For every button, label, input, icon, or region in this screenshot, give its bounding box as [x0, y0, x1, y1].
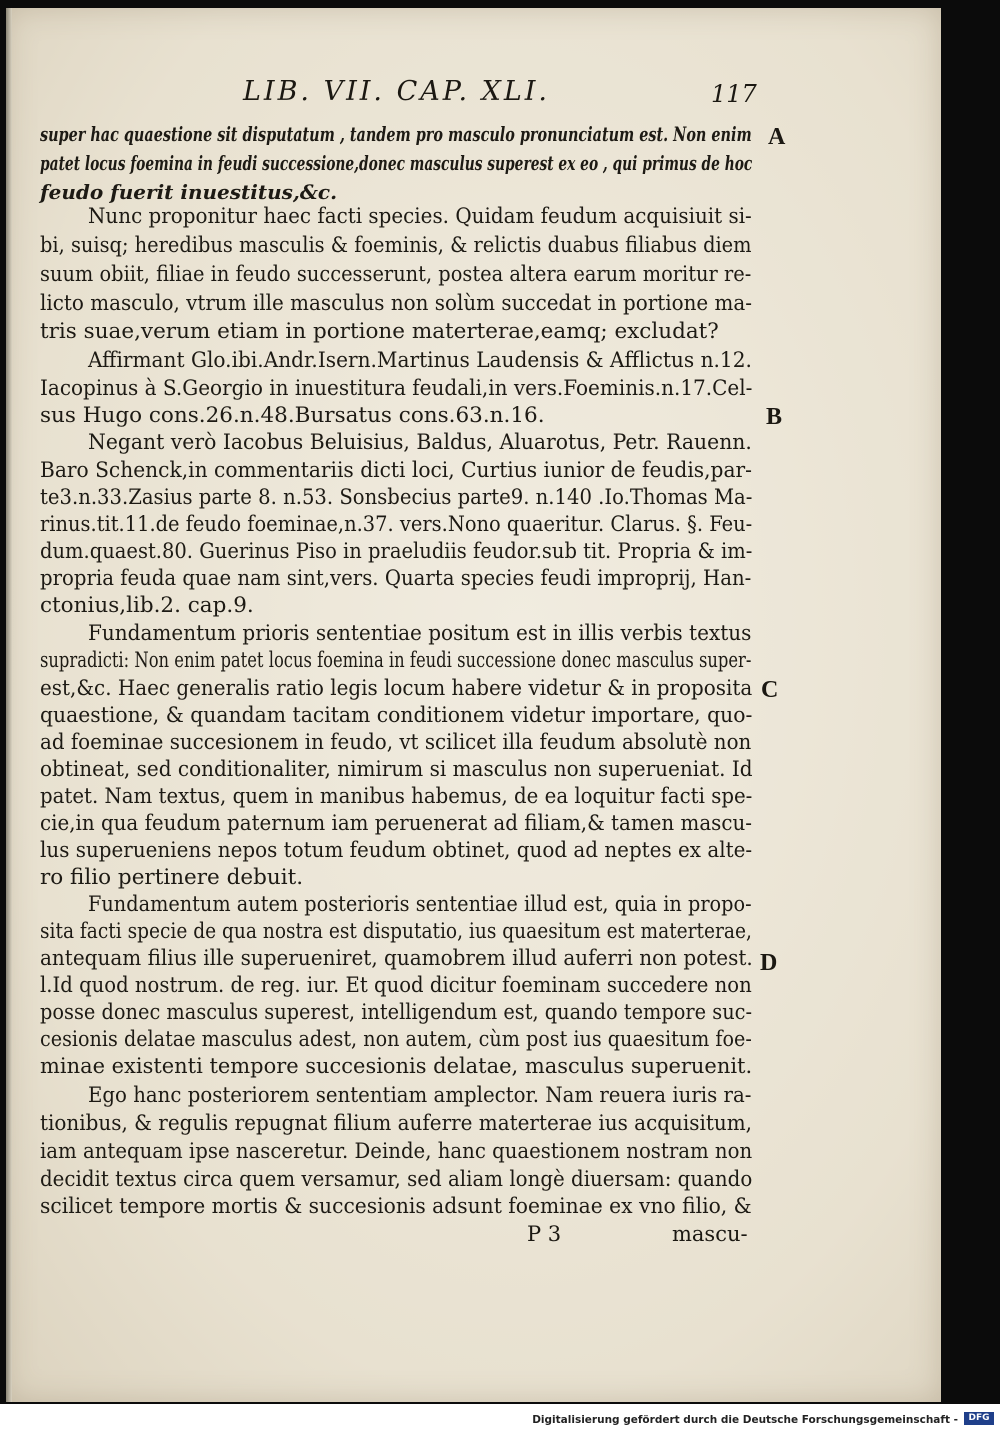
margin-letter-d: D [760, 950, 778, 976]
text-line: dum.quaest.80. Guerinus Piso in praeludiis feudor.sub tit. Propria & im- [40, 539, 753, 564]
text-line: obtineat, sed conditionaliter, nimirum si masculus non superueniat. Id [40, 757, 753, 782]
text-line: Ego hanc posteriorem sententiam amplector. Nam reuera iuris ra- [88, 1083, 752, 1108]
text-line: te3.n.33.Zasius parte 8. n.53. Sonsbecius parte9. n.140 .Io.Thomas Ma- [40, 485, 753, 510]
text-line: est,&c. Haec generalis ratio legis locum habere videtur & in proposita [40, 676, 753, 701]
text-line: Negant verò Iacobus Beluisius, Baldus, Aluarotus, Petr. Rauenn. [88, 430, 752, 455]
text-line: cie,in qua feudum paternum iam peruenerat ad filiam,& tamen mascu- [40, 811, 752, 836]
text-line: patet locus foemina in feudi successione,donec masculus superest ex eo , qui primus de hoc [40, 151, 753, 175]
dfg-logo: DFG [964, 1412, 994, 1425]
page-number: 117 [711, 80, 757, 108]
text-line: Iacopinus à S.Georgio in inuestitura feudali,in vers.Foeminis.n.17.Cel- [40, 376, 753, 401]
text-line: Baro Schenck,in commentariis dicti loci, Curtius iunior de feudis,par- [40, 458, 752, 483]
text-line: Affirmant Glo.ibi.Andr.Isern.Martinus Laudensis & Afflictus n.12. [88, 348, 752, 373]
text-line: tris suae,verum etiam in portione materterae,eamq; excludat? [40, 319, 719, 344]
signature-mark: P 3 [527, 1222, 562, 1246]
text-line: feudo fuerit inuestitus,&c. [40, 180, 338, 204]
text-line: Fundamentum autem posterioris sententiae illud est, quia in propo- [88, 892, 752, 917]
margin-letter-c: C [761, 677, 779, 703]
funding-notice: Digitalisierung gefördert durch die Deutsche Forschungsgemeinschaft - [532, 1414, 958, 1426]
text-line: sus Hugo cons.26.n.48.Bursatus cons.63.n.16. [40, 403, 545, 428]
text-line: ctonius,lib.2. cap.9. [40, 593, 254, 618]
text-line: tionibus, & regulis repugnat filium auferre materterae ius acquisitum, [40, 1111, 753, 1136]
text-line: iam antequam ipse nasceretur. Deinde, hanc quaestionem nostram non [40, 1139, 753, 1164]
text-line: supradicti: Non enim patet locus foemina in feudi successione donec masculus super- [40, 648, 752, 673]
text-line: lus superueniens nepos totum feudum obtinet, quod ad neptes ex alte- [40, 838, 753, 863]
text-line: Fundamentum prioris sententiae positum est in illis verbis textus [88, 621, 752, 646]
running-head: LIB. VII. CAP. XLI. [243, 76, 551, 107]
text-line: decidit textus circa quem versamur, sed aliam longè diuersam: quando [40, 1167, 753, 1192]
text-line: rinus.tit.11.de feudo foeminae,n.37. vers.Nono quaeritur. Clarus. §. Feu- [40, 512, 753, 537]
text-line: ro filio pertinere debuit. [40, 865, 304, 890]
text-line: sita facti specie de qua nostra est disputatio, ius quaesitum est materterae, [40, 919, 752, 944]
text-line: licto masculo, vtrum ille masculus non solùm succedat in portione ma- [40, 291, 752, 316]
margin-letter-b: B [766, 404, 783, 430]
text-line: posse donec masculus superest, intelligendum est, quando tempore suc- [40, 1000, 753, 1025]
text-line: quaestione, & quandam tacitam conditionem videtur importare, quo- [40, 703, 753, 728]
text-line: l.Id quod nostrum. de reg. iur. Et quod dicitur foeminam succedere non [40, 973, 752, 998]
text-line: antequam filius ille superueniret, quamobrem illud auferri non potest. [40, 946, 753, 971]
catchword: mascu- [672, 1222, 748, 1246]
text-line: propria feuda quae nam sint,vers. Quarta species feudi improprij, Han- [40, 566, 752, 591]
text-line: minae existenti tempore succesionis delatae, masculus superuenit. [40, 1054, 753, 1079]
text-line: cesionis delatae masculus adest, non autem, cùm post ius quaesitum foe- [40, 1027, 752, 1052]
text-line: bi, suisq; heredibus masculis & foeminis, & relictis duabus filiabus diem [40, 233, 752, 258]
text-line: Nunc proponitur haec facti species. Quidam feudum acquisiuit si- [88, 204, 752, 229]
funding-banner [0, 1404, 1000, 1432]
text-line: super hac quaestione sit disputatum , tandem pro masculo pronunciatum est. Non enim [40, 122, 752, 146]
text-line: patet. Nam textus, quem in manibus habemus, de ea loquitur facti spe- [40, 784, 753, 809]
text-line: scilicet tempore mortis & succesionis adsunt foeminae ex vno filio, & [40, 1194, 752, 1219]
margin-letter-a: A [768, 124, 786, 150]
text-line: suum obiit, filiae in feudo successerunt, postea altera earum moritur re- [40, 262, 752, 287]
text-line: ad foeminae succesionem in feudo, vt scilicet illa feudum absolutè non [40, 730, 752, 755]
page-gutter-edge [6, 8, 12, 1402]
